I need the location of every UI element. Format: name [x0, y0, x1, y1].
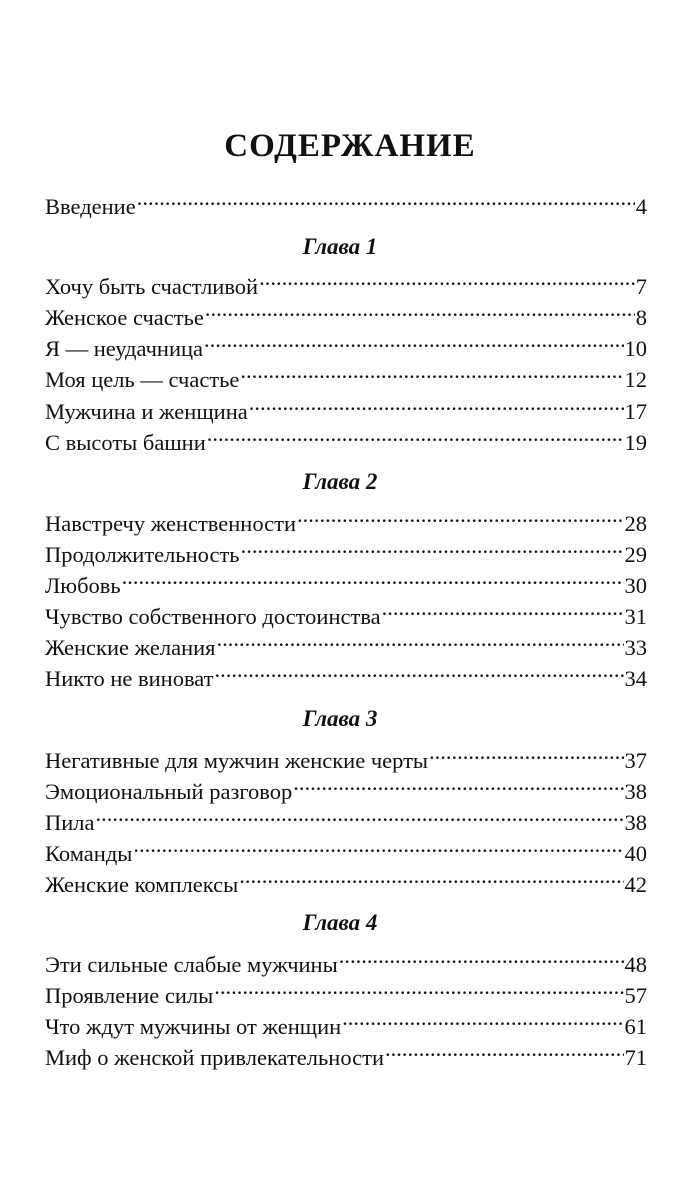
dot-leader	[241, 530, 624, 562]
toc-entry	[45, 262, 647, 299]
dot-leader	[339, 940, 624, 972]
dot-leader	[239, 860, 623, 892]
toc-entry-page: 48	[624, 952, 647, 977]
toc-entry-label: Введение	[45, 194, 136, 219]
toc-entry	[45, 860, 647, 897]
dot-leader	[429, 736, 623, 768]
dot-leader	[217, 623, 624, 655]
toc-entry	[45, 592, 647, 629]
dot-leader	[342, 1002, 623, 1034]
dot-leader	[385, 1033, 624, 1065]
toc-entry-label: Команды	[45, 841, 133, 866]
toc-entry-page: 38	[624, 779, 647, 804]
chapter-heading-4: Глава 4	[302, 910, 378, 935]
dot-leader	[249, 387, 624, 419]
dot-leader	[96, 798, 624, 830]
chapter-heading-2: Глава 2	[302, 469, 378, 494]
toc-entry-page: 29	[624, 542, 647, 567]
toc-entry-label: Я — неудачница	[45, 336, 204, 361]
toc-entry-label: Пила	[45, 810, 95, 835]
toc-entry-label: Эти сильные слабые мужчины	[45, 952, 338, 977]
toc-entry-page: 34	[624, 666, 647, 691]
toc-entry-page: 33	[624, 635, 647, 660]
toc-entry-label: Негативные для мужчин женские черты	[45, 748, 429, 773]
toc-entry-label: Женские желания	[45, 635, 216, 660]
toc-entry-label: Женское счастье	[45, 305, 204, 330]
toc-entry	[45, 499, 647, 536]
toc-entry-label: Продолжительность	[45, 542, 240, 567]
toc-entry-label: Моя цель — счастье	[45, 367, 240, 392]
toc-entry-label: Миф о женской привлекательности	[45, 1045, 384, 1070]
dot-leader	[207, 418, 624, 450]
dot-leader	[215, 654, 624, 686]
dot-leader	[259, 262, 635, 294]
dot-leader	[137, 182, 635, 214]
dot-leader	[204, 324, 623, 356]
toc-entry	[45, 324, 647, 361]
toc-entry	[45, 736, 647, 773]
toc-entry-page: 30	[624, 573, 647, 598]
toc-entry-label: Никто не виноват	[45, 666, 214, 691]
toc-entry	[45, 530, 647, 567]
toc-entry	[45, 623, 647, 660]
toc-entry-label: Что ждут мужчины от женщин	[45, 1014, 342, 1039]
dot-leader	[293, 767, 623, 799]
dot-leader	[205, 293, 635, 325]
dot-leader	[240, 355, 623, 387]
page-title: СОДЕРЖАНИЕ	[224, 128, 476, 164]
toc-entry-label: С высоты башни	[45, 430, 206, 455]
toc-entry-page: 61	[624, 1014, 647, 1039]
toc-entry	[45, 293, 647, 330]
toc-entry	[45, 940, 647, 977]
dot-leader	[214, 971, 623, 1003]
dot-leader	[297, 499, 623, 531]
dot-leader	[133, 829, 623, 861]
toc-entry	[45, 767, 647, 804]
toc-entry	[45, 355, 647, 392]
toc-entry	[45, 829, 647, 866]
toc-entry-label: Чувство собственного достоинства	[45, 604, 381, 629]
toc-entry-page: 10	[624, 336, 647, 361]
chapter-heading-3: Глава 3	[302, 706, 378, 731]
toc-entry	[45, 971, 647, 1008]
toc-entry-page: 31	[624, 604, 647, 629]
toc-entry	[45, 1002, 647, 1039]
toc-entry-page: 40	[624, 841, 647, 866]
dot-leader	[122, 561, 624, 593]
toc-entry-page: 8	[635, 305, 647, 330]
dot-leader	[382, 592, 624, 624]
toc-entry-label: Женские комплексы	[45, 872, 239, 897]
chapter-heading-1: Глава 1	[302, 234, 378, 259]
toc-entry-page: 12	[624, 367, 647, 392]
toc-entry-page: 38	[624, 810, 647, 835]
toc-entry-page: 17	[624, 399, 647, 424]
toc-entry	[45, 387, 647, 424]
toc-entry-page: 19	[624, 430, 647, 455]
toc-entry	[45, 798, 647, 835]
toc-entry-label: Навстречу женственности	[45, 511, 297, 536]
toc-entry-page: 42	[624, 872, 647, 897]
toc-entry-page: 57	[624, 983, 647, 1008]
toc-entry	[45, 654, 647, 691]
toc-entry-page: 28	[624, 511, 647, 536]
toc-entry-page: 37	[624, 748, 647, 773]
toc-entry-page: 7	[635, 274, 647, 299]
toc-entry-label: Любовь	[45, 573, 121, 598]
toc-entry-intro	[45, 182, 647, 219]
toc-entry-label: Проявление силы	[45, 983, 214, 1008]
toc-entry-label: Мужчина и женщина	[45, 399, 248, 424]
toc-entry	[45, 1033, 647, 1070]
toc-entry-page: 71	[624, 1045, 647, 1070]
toc-entry-label: Эмоциональный разговор	[45, 779, 293, 804]
toc-entry	[45, 418, 647, 455]
toc-entry-label: Хочу быть счастливой	[45, 274, 259, 299]
toc-entry-page: 4	[635, 194, 647, 219]
toc-entry	[45, 561, 647, 598]
